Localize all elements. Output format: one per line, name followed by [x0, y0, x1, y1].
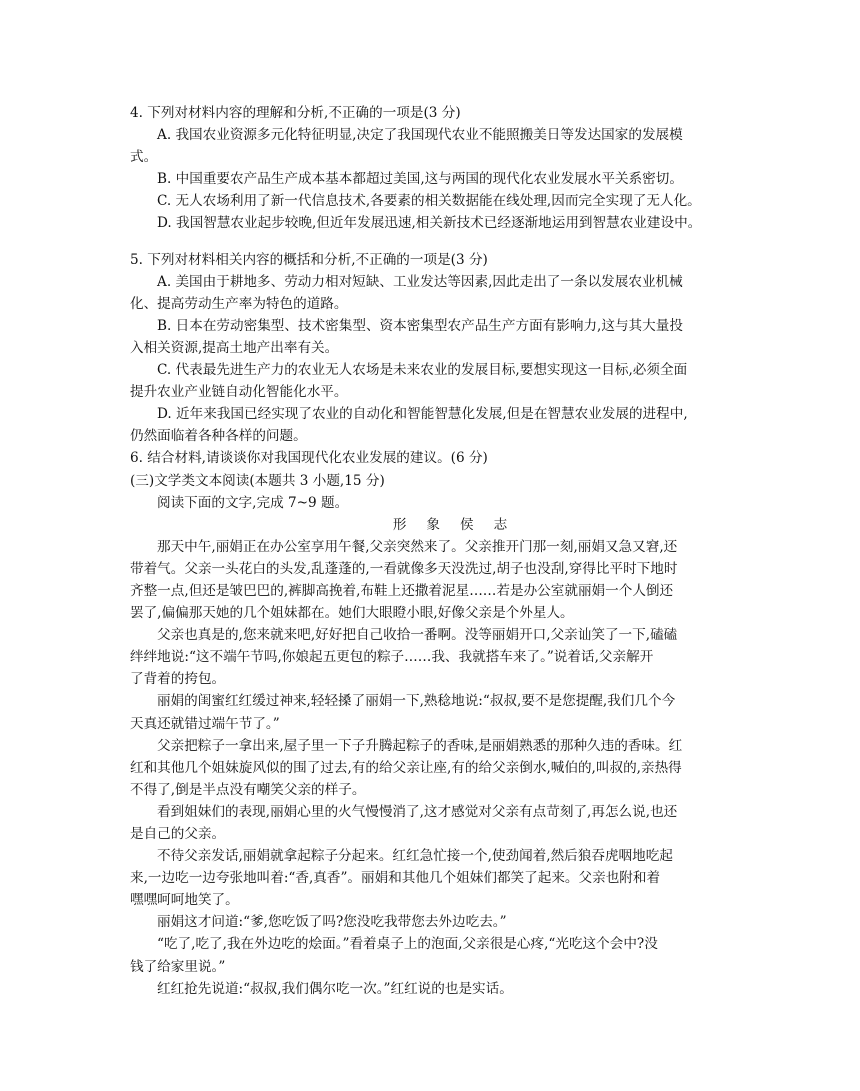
exam-page	[130, 102, 770, 1000]
story-line: 父亲把粽子一拿出来,屋子里一下子升腾起粽子的香味,是丽娟熟悉的那种久违的香味。红	[157, 737, 683, 754]
story-line: 看到姐妹们的表现,丽娟心里的火气慢慢消了,这才感觉对父亲有点苛刻了,再怎么说,也还	[157, 803, 678, 820]
story-title: 形象侯志	[392, 516, 528, 533]
story-line: 丽娟的闺蜜红红缓过神来,轻轻搡了丽娟一下,熟稔地说:“叔叔,要不是您提醒,我们几个今	[157, 693, 676, 710]
story-line: 罢了,偏偏那天她的几个姐妹都在。她们大眼瞪小眼,好像父亲是个外星人。	[130, 605, 574, 622]
story-line: 了背着的挎包。	[130, 671, 226, 688]
story-line: “吃了,吃了,我在外边吃的烩面。”看着桌子上的泡面,父亲很是心疼,“光吃这个会中?没	[157, 936, 658, 953]
story-line: 父亲也真是的,您来就来吧,好好把自己收拾一番啊。没等丽娟开口,父亲讪笑了一下,磕磕	[157, 627, 678, 644]
story-line: 丽娟这才问道:“爹,您吃饭了吗?您没吃我带您去外边吃去。”	[157, 914, 507, 931]
q5-stem: 5. 下列对材料相关内容的概括和分析,不正确的一项是(3 分)	[130, 251, 488, 268]
q5-option-b: B. 日本在劳动密集型、技术密集型、资本密集型农产品生产方面有影响力,这与其大量投	[157, 317, 683, 334]
q4-option-a: A. 我国农业资源多元化特征明显,决定了我国现代农业不能照搬美日等发达国家的发展模	[157, 127, 683, 144]
story-line: 天真还就错过端午节了。”	[130, 715, 280, 732]
q4-option-b: B. 中国重要农产品生产成本基本都超过美国,这与两国的现代化农业发展水平关系密切。	[157, 171, 683, 188]
story-line: 不待父亲发话,丽娟就拿起粽子分起来。红红急忙接一个,使劲闻着,然后狼吞虎咽地吃起	[157, 848, 673, 865]
story-line: 那天中午,丽娟正在办公室享用午餐,父亲突然来了。父亲推开门那一刻,丽娟又急又窘,还	[157, 538, 678, 555]
story-line: 来,一边吃一边夸张地叫着:“香,真香”。丽娟和其他几个姐妹们都笑了起来。父亲也附和着	[130, 870, 661, 887]
q5-option-d: D. 近年来我国已经实现了农业的自动化和智能智慧化发展,但是在智慧农业发展的进程中,	[157, 406, 688, 423]
q4-option-d: D. 我国智慧农业起步较晚,但近年发展迅速,相关新技术已经逐渐地运用到智慧农业建设中。	[157, 215, 702, 232]
story-line: 是自己的父亲。	[130, 826, 226, 842]
reading-instruction: 阅读下面的文字,完成 7~9 题。	[157, 494, 349, 511]
q4-option-c: C. 无人农场利用了新一代信息技术,各要素的相关数据能在线处理,因而完全实现了无人化。	[157, 193, 701, 210]
story-line: 嘿嘿呵呵地笑了。	[130, 892, 239, 909]
story-line: 带着气。父亲一头花白的头发,乱蓬蓬的,一看就像多天没洗过,胡子也没刮,穿得比平时下地时	[130, 560, 678, 577]
q5-option-b-cont: 入相关资源,提高土地产出率有关。	[130, 339, 339, 356]
q5-option-c-cont: 提升农业产业链自动化智能化水平。	[130, 384, 348, 401]
story-line: 不得了,倒是半点没有嘲笑父亲的样子。	[130, 781, 366, 798]
story-line: 红红抢先说道:“叔叔,我们偶尔吃一次。”红红说的也是实话。	[157, 980, 513, 997]
story-line: 齐整一点,但还是皱巴巴的,裤脚高挽着,布鞋上还撒着泥星……若是办公室就丽娟一个人倒还	[130, 582, 674, 599]
section-heading: (三)文学类文本阅读(本题共 3 小题,15 分)	[130, 472, 385, 489]
story-line: 绊绊地说:“这不端午节吗,你娘起五更包的粽子……我、我就搭车来了。”说着话,父亲解开	[130, 649, 654, 666]
story-line: 钱了给家里说。”	[130, 958, 226, 975]
q5-option-a-cont: 化、提高劳动生产率为特色的道路。	[130, 295, 348, 312]
q4-stem: 4. 下列对材料内容的理解和分析,不正确的一项是(3 分)	[130, 105, 461, 121]
q6-stem: 6. 结合材料,请谈谈你对我国现代化农业发展的建议。(6 分)	[130, 450, 488, 467]
q5-option-c: C. 代表最先进生产力的农业无人农场是未来农业的发展目标,要想实现这一目标,必须全面	[157, 362, 688, 379]
story-line: 红和其他几个姐妹旋风似的围了过去,有的给父亲让座,有的给父亲倒水,喊伯的,叫叔的,亲热得	[130, 759, 682, 776]
q5-option-a: A. 美国由于耕地多、劳动力相对短缺、工业发达等因素,因此走出了一条以发展农业机械	[157, 273, 683, 290]
q4-option-a-cont: 式。	[130, 149, 158, 166]
q5-option-d-cont: 仍然面临着各种各样的问题。	[130, 428, 307, 445]
